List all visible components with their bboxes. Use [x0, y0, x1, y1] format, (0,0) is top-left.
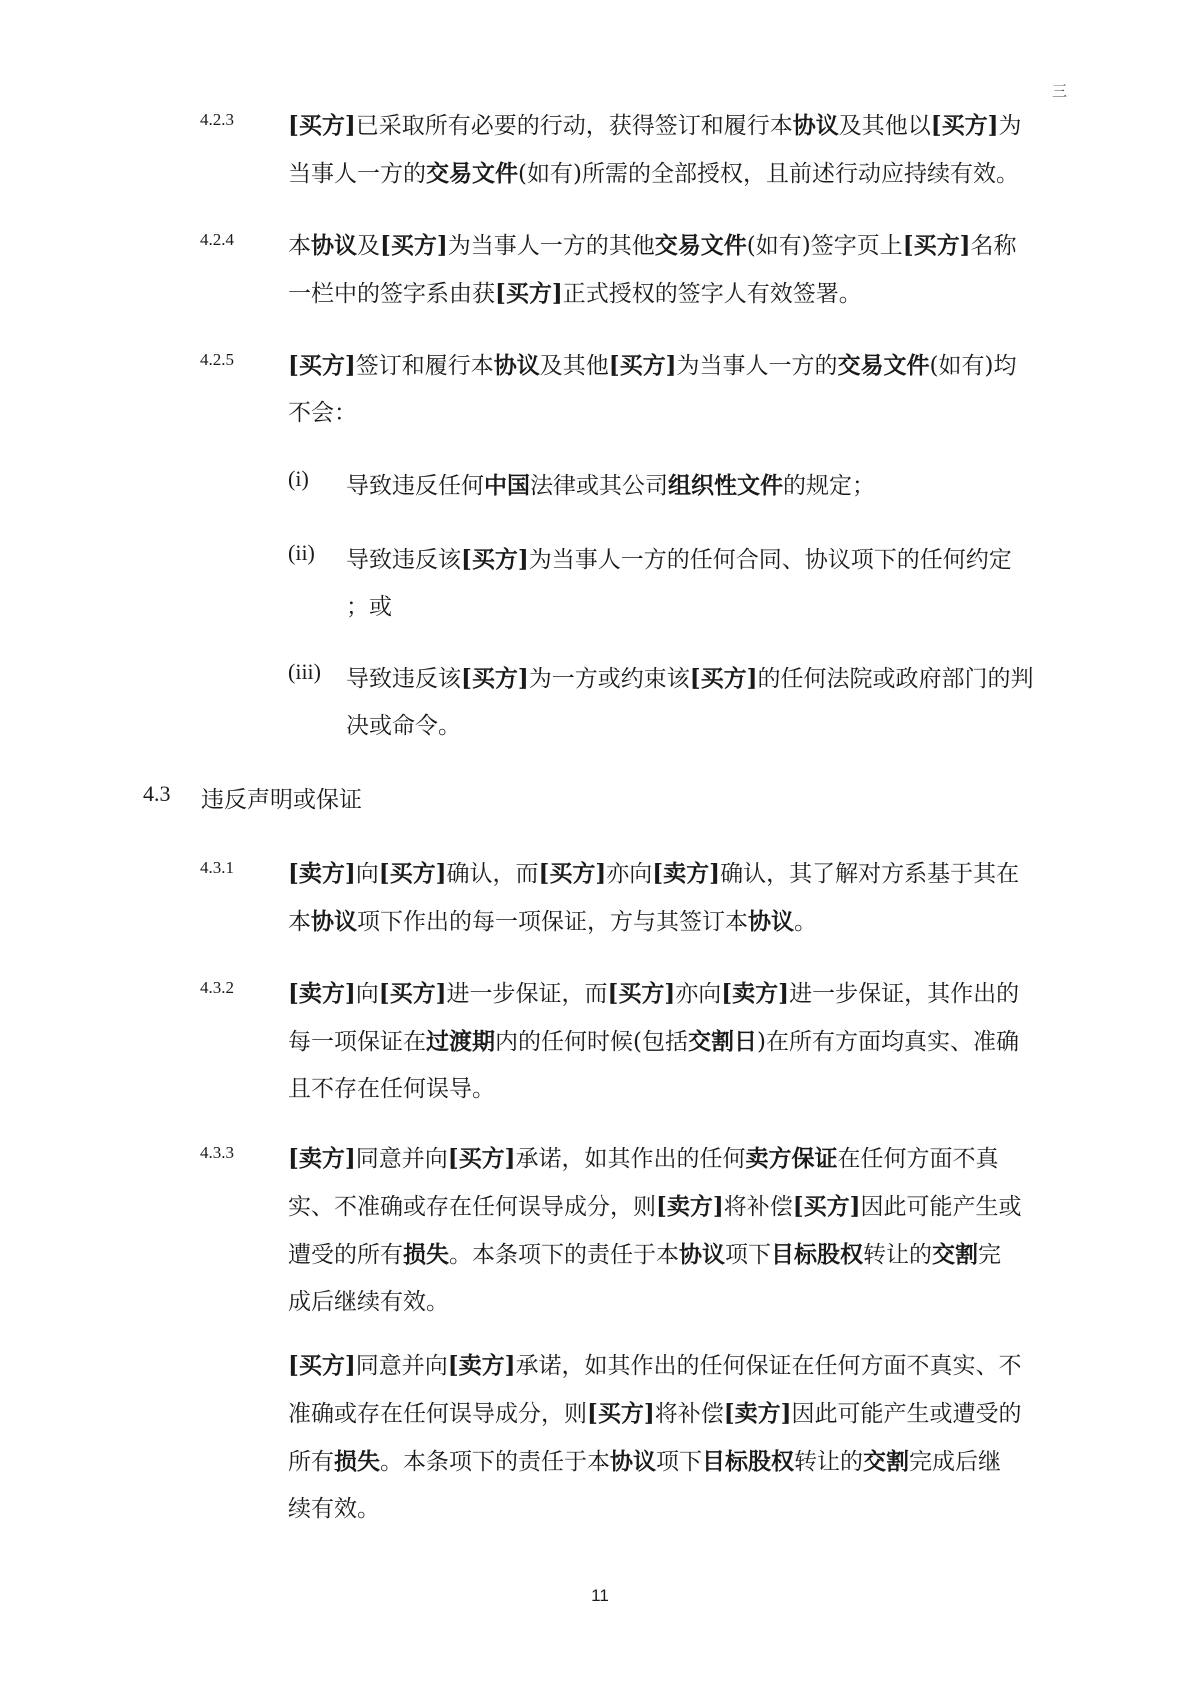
defined-term: [买方]	[288, 1352, 356, 1379]
clause-text	[288, 1135, 1060, 1326]
section-number: 4.3	[143, 781, 171, 806]
defined-term: [卖方]	[288, 1145, 356, 1172]
text-run: 项下作出的每一项保证，方与其签订本	[357, 909, 748, 935]
text-run: 本	[288, 233, 311, 259]
text-run: 。本条项下的责任于本	[380, 1449, 610, 1475]
text-run: 的规定；	[783, 473, 875, 499]
text-run: 为	[998, 113, 1022, 139]
text-run: 同意并向	[355, 1353, 448, 1379]
text-run: 的任何法院或政府部门的判	[757, 666, 1034, 692]
defined-term: 交割日	[687, 1028, 757, 1055]
defined-term: [买方]	[689, 665, 758, 692]
defined-term: [买方]	[378, 860, 447, 887]
defined-term: 交易文件	[426, 160, 518, 187]
defined-term: 目标股权	[771, 1241, 863, 1268]
text-run: 及其他以	[838, 113, 931, 139]
clause-text	[288, 102, 1060, 198]
text-run: 确认，而	[446, 861, 539, 887]
page-number: 11	[591, 1586, 609, 1605]
line	[288, 1438, 1060, 1486]
text-run: 项下	[725, 1242, 771, 1268]
line	[288, 1183, 1060, 1231]
text-run: 。本条项下的责任于本	[449, 1242, 679, 1268]
defined-term: 损失	[403, 1241, 449, 1268]
corner-mark: 三	[1052, 82, 1068, 100]
defined-term: 损失	[334, 1448, 380, 1475]
text-run: 遭受的所有	[288, 1242, 403, 1268]
defined-term: 协议	[679, 1241, 725, 1268]
defined-term: 交割	[932, 1241, 978, 1268]
line	[346, 536, 1058, 584]
defined-term: 中国	[484, 472, 530, 499]
text-run: 因此可能产生或遭受的	[791, 1401, 1022, 1427]
text-run: 导致违反任何	[346, 473, 484, 499]
defined-term: 组织性文件	[668, 472, 783, 499]
defined-term: [买方]	[288, 112, 356, 139]
defined-term: [买方]	[587, 1400, 655, 1427]
line	[288, 1066, 1060, 1113]
text-run: 为当事人一方的任何合同、协议项下的任何约定	[528, 547, 1012, 573]
line	[288, 222, 1060, 270]
text-run: 导致违反该	[346, 666, 461, 692]
defined-term: [卖方]	[721, 980, 790, 1007]
text-run: 当事人一方的	[288, 161, 426, 187]
text-run: 进一步保证，而	[446, 981, 608, 1007]
text-run: 完	[978, 1242, 1001, 1268]
defined-term: 协议	[493, 352, 540, 379]
text-run: 为当事人一方的其他	[447, 233, 655, 259]
text-run: (如有)签字页上	[746, 233, 903, 259]
text-run: 转让的	[863, 1242, 932, 1268]
line	[288, 270, 1060, 318]
text-run: 内的任何时候(包括	[495, 1029, 688, 1055]
defined-term: 协议	[792, 112, 839, 139]
item-number: (iii)	[288, 659, 321, 684]
line	[346, 655, 1058, 703]
clause-number: 4.3.3	[200, 1143, 234, 1162]
text-run: 一栏中的签字系由获	[288, 281, 495, 307]
item-text	[346, 536, 1058, 631]
clause-text	[288, 850, 1060, 946]
text-run: 向	[355, 981, 379, 1007]
text-run: 成后继续有效。	[288, 1289, 449, 1315]
defined-term: 交易文件	[654, 232, 747, 259]
defined-term: 协议	[748, 908, 794, 935]
defined-term: 交割	[863, 1448, 909, 1475]
text-run: 同意并向	[355, 1146, 448, 1172]
clause-text	[288, 342, 1060, 437]
text-run: 在任何方面不真	[837, 1146, 999, 1172]
defined-term: [买方]	[447, 1145, 516, 1172]
defined-term: [买方]	[930, 112, 999, 139]
text-run: 为当事人一方的	[676, 353, 838, 379]
text-run: 名称	[970, 233, 1017, 259]
item-number: (ii)	[288, 540, 315, 565]
text-run: 签订和履行本	[355, 353, 494, 379]
defined-term: [卖方]	[447, 1352, 516, 1379]
section-title: 违反声明或保证	[201, 787, 362, 813]
defined-term: [买方]	[288, 352, 356, 379]
line	[288, 970, 1060, 1018]
text-run: 决或命令。	[346, 713, 461, 739]
line	[288, 1279, 1060, 1326]
text-run: 进一步保证，其作出的	[789, 981, 1020, 1007]
text-run: 已采取所有必要的行动，获得签订和履行本	[355, 113, 793, 139]
item-text	[346, 655, 1058, 750]
text-run: 导致违反该	[346, 547, 461, 573]
clause-number: 4.2.3	[200, 110, 234, 129]
defined-term: 交易文件	[837, 352, 930, 379]
defined-term: 过渡期	[426, 1028, 495, 1055]
line	[288, 150, 1060, 198]
defined-term: [买方]	[380, 232, 448, 259]
defined-term: [买方]	[461, 546, 529, 573]
defined-term: 协议	[311, 908, 357, 935]
defined-term: 协议	[610, 1448, 656, 1475]
line	[346, 462, 1058, 510]
defined-term: 协议	[311, 232, 357, 259]
line	[288, 1231, 1060, 1279]
defined-term: [买方]	[902, 232, 971, 259]
clause-number: 4.3.1	[200, 858, 234, 877]
clause-number: 4.2.4	[200, 230, 234, 249]
text-run: 及其他	[539, 353, 609, 379]
text-run: 向	[355, 861, 379, 887]
item-text	[346, 462, 1058, 510]
text-run: 法律或其公司	[530, 473, 668, 499]
text-run: (如有)所需的全部授权，且前述行动应持续有效。	[518, 161, 1019, 187]
line	[288, 850, 1060, 898]
text-run: 转让的	[794, 1449, 863, 1475]
text-run: 完成后继	[909, 1449, 1001, 1475]
text-run: 准确或存在任何误导成分，则	[288, 1401, 587, 1427]
clause-text	[288, 1342, 1060, 1533]
line	[288, 898, 1060, 946]
defined-term: [买方]	[461, 665, 529, 692]
clause-text	[288, 222, 1060, 318]
defined-term: [买方]	[792, 1193, 861, 1220]
clause-number: 4.2.5	[200, 350, 234, 369]
defined-term: [卖方]	[288, 860, 356, 887]
text-run: 实、不准确或存在任何误导成分，则	[288, 1194, 656, 1220]
defined-term: [卖方]	[288, 980, 356, 1007]
text-run: 不会：	[288, 400, 357, 426]
text-run: 及	[357, 233, 380, 259]
text-run: 亦向	[675, 981, 722, 1007]
text-run: ；或	[346, 594, 392, 620]
text-run: 且不存在任何误导。	[288, 1076, 495, 1102]
line	[288, 1018, 1060, 1066]
defined-term: [卖方]	[652, 860, 721, 887]
defined-term: [卖方]	[723, 1400, 792, 1427]
text-run: 承诺，如其作出的任何保证在任何方面不真实、不	[515, 1353, 1022, 1379]
defined-term: [买方]	[495, 280, 563, 307]
text-run: 。	[794, 909, 817, 935]
text-run: 因此可能产生或	[860, 1194, 1022, 1220]
text-run: (如有)均	[929, 353, 1017, 379]
line	[288, 1342, 1060, 1390]
text-run: 将补偿	[654, 1401, 724, 1427]
line	[288, 102, 1060, 150]
text-run: 续有效。	[288, 1496, 380, 1522]
clause-text	[288, 970, 1060, 1113]
defined-term: [买方]	[538, 860, 607, 887]
text-run: )在所有方面均真实、准确	[756, 1029, 1019, 1055]
text-run: 项下	[656, 1449, 702, 1475]
text-run: 将补偿	[723, 1194, 793, 1220]
defined-term: [卖方]	[656, 1193, 724, 1220]
defined-term: [买方]	[608, 352, 677, 379]
line	[288, 1486, 1060, 1533]
text-run: 承诺，如其作出的任何	[515, 1146, 746, 1172]
text-run: 亦向	[606, 861, 653, 887]
defined-term: [买方]	[378, 980, 447, 1007]
clause-number: 4.3.2	[200, 978, 234, 997]
line	[346, 703, 1058, 750]
line	[288, 1135, 1060, 1183]
text-run: 正式授权的签字人有效签署。	[562, 281, 862, 307]
defined-term: [买方]	[607, 980, 676, 1007]
line	[288, 342, 1060, 390]
item-number: (i)	[288, 466, 309, 491]
defined-term: 卖方保证	[745, 1145, 838, 1172]
text-run: 本	[288, 909, 311, 935]
text-run: 为一方或约束该	[528, 666, 690, 692]
line	[288, 1390, 1060, 1438]
text-run: 每一项保证在	[288, 1029, 426, 1055]
text-run: 所有	[288, 1449, 334, 1475]
line	[288, 390, 1060, 437]
text-run: 确认，其了解对方系基于其在	[720, 861, 1020, 887]
defined-term: 目标股权	[702, 1448, 794, 1475]
line	[346, 584, 1058, 631]
